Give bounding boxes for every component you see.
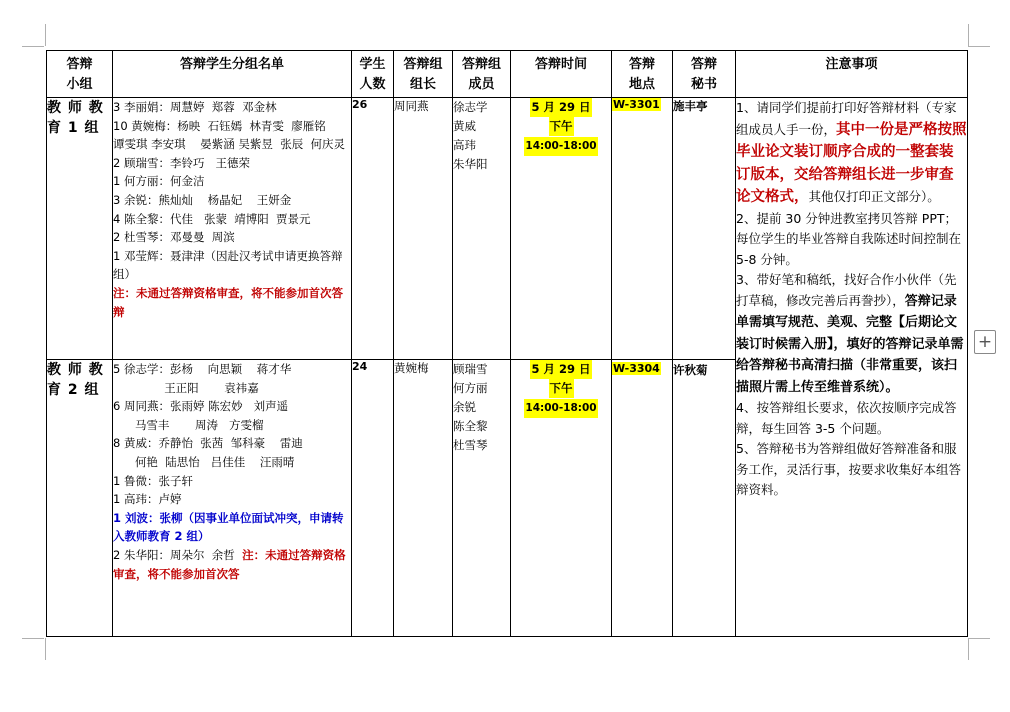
list-line: 1 鲁微：张子轩 [113, 473, 193, 488]
group-members [453, 360, 511, 637]
header-list: 答辩学生分组名单 [113, 51, 352, 98]
list-line: 3 李丽娟：周慧婷 郑蓉 邓金林 [113, 100, 277, 114]
list-line: 1 何方丽：何金洁 [113, 174, 205, 189]
list-line: 3 余锐：熊灿灿 杨晶妃 王妍金 [113, 192, 292, 207]
list-line: 8 黄威：乔静怡 张茜 邹科豪 雷迪 何艳 陆思怡 吕佳佳 汪雨晴 [113, 436, 303, 469]
crop-mark [968, 46, 990, 47]
crop-mark [968, 638, 990, 639]
list-warning: 注：未通过答辩资格审查，将不能参加首次答辩 [113, 285, 343, 319]
defense-period: 下午 [549, 117, 574, 136]
list-line: 6 周同燕：张雨婷 陈宏妙 刘声遥 马雪丰 周涛 方雯榴 [113, 399, 289, 432]
crop-mark [22, 638, 44, 639]
list-transfer-note: 1 刘波：张柳（因事业单位面试冲突，申请转入教师教育 2 组） [113, 510, 344, 544]
header-leader: 答辩组 组长 [394, 51, 453, 98]
note-3: 3、带好笔和稿纸，找好合作小伙伴（先打草稿，修改完善后再誊抄），答辩记录单需填写规范、美观、完整【后期论文装订时候需入册】，填好的答辩记录单需给答辩秘书高清扫描（非常重要，该扫描照片需上传至维普系统）。 [736, 272, 964, 395]
defense-room: W-3304 [612, 360, 673, 637]
list-line: 1 邓莹辉：聂津津（因赴汉考试申请更换答辩组） [113, 248, 343, 282]
crop-mark [968, 24, 969, 46]
group-leader: 黄婉梅 [394, 360, 453, 637]
defense-date: 5 月 29 日 [530, 360, 591, 379]
header-row [47, 51, 968, 98]
list-line: 1 高玮：卢婷 [113, 492, 182, 507]
group-name: 教 师 教 育 2 组 [47, 360, 113, 637]
note-5: 5、答辩秘书为答辩组做好答辩准备和服务工作，灵活行事，按要求收集好本组答辩资料。 [736, 441, 962, 497]
add-row-plus-icon[interactable]: + [974, 330, 996, 354]
note-2: 2、提前 30 分钟进教室拷贝答辩 PPT；每位学生的毕业答辩自我陈述时间控制在 5-8 分钟。 [736, 210, 962, 267]
member: 何方丽 [453, 381, 488, 395]
header-count: 学生 人数 [352, 51, 394, 98]
list-line: 5 徐志学：彭杨 向思颖 蒋才华 王正阳 袁祎嘉 [113, 362, 292, 395]
defense-period: 下午 [549, 379, 574, 398]
list-warning: 注：未通过答辩资格审查，将不能参加首次答 [113, 547, 346, 581]
defense-hours: 14:00-18:00 [524, 137, 597, 156]
note-1: 1、请同学们提前打印好答辩材料（专家组成员人手一份，其中一份是严格按照毕业论文装订顺序合成的一整套装订版本，交给答辩组长进一步审查论文格式，其他仅打印正文部分）。 [736, 100, 967, 205]
list-line: 2 杜雪琴：邓曼曼 周滨 [113, 230, 235, 245]
member: 顾瑞雪 [453, 362, 488, 376]
student-list [113, 360, 352, 637]
header-time: 答辩时间 [511, 51, 612, 98]
defense-room: W-3301 [612, 98, 673, 360]
member: 陈全黎 [453, 419, 488, 433]
header-group: 答辩 小组 [47, 51, 113, 98]
crop-mark [22, 46, 44, 47]
member: 徐志学 [453, 100, 488, 114]
crop-mark [45, 24, 46, 46]
student-list [113, 98, 352, 360]
member: 朱华阳 [453, 157, 488, 171]
defense-secretary: 许秋菊 [673, 360, 736, 637]
header-notes: 注意事项 [736, 51, 968, 98]
list-line: 2 朱华阳：周朵尔 余哲 注：未通过答辩资格审查，将不能参加首次答 [113, 547, 346, 581]
group-name: 教 师 教 育 1 组 [47, 98, 113, 360]
defense-secretary: 施丰亭 [673, 98, 736, 360]
member: 余锐 [453, 400, 476, 414]
defense-time [511, 360, 612, 637]
header-members: 答辩组 成员 [453, 51, 511, 98]
defense-date: 5 月 29 日 [530, 98, 591, 117]
defense-schedule-table [46, 50, 968, 637]
note-4: 4、按答辩组长要求，依次按顺序完成答辩，每生回答 3-5 个问题。 [736, 400, 957, 436]
defense-hours: 14:00-18:00 [524, 399, 597, 418]
crop-mark [968, 638, 969, 660]
table-row [47, 98, 968, 360]
group-leader: 周同燕 [394, 98, 453, 360]
member: 黄威 [453, 119, 476, 133]
list-line: 10 黄婉梅：杨映 石钰嫣 林青雯 廖雁铭 谭雯琪 李安琪 晏紫涵 吴紫昱 张辰 何庆灵 [113, 118, 346, 152]
notes-cell [736, 98, 968, 637]
member: 杜雪琴 [453, 438, 488, 452]
crop-mark [45, 638, 46, 660]
list-line: 4 陈全黎：代佳 张蒙 靖博阳 贾景元 [113, 211, 311, 226]
defense-time [511, 98, 612, 360]
student-count: 26 [352, 98, 394, 360]
student-count: 24 [352, 360, 394, 637]
group-members [453, 98, 511, 360]
list-line: 2 顾瑞雪：李铃巧 王德荣 [113, 155, 250, 170]
header-secretary: 答辩 秘书 [673, 51, 736, 98]
member: 高玮 [453, 138, 476, 152]
header-room: 答辩 地点 [612, 51, 673, 98]
